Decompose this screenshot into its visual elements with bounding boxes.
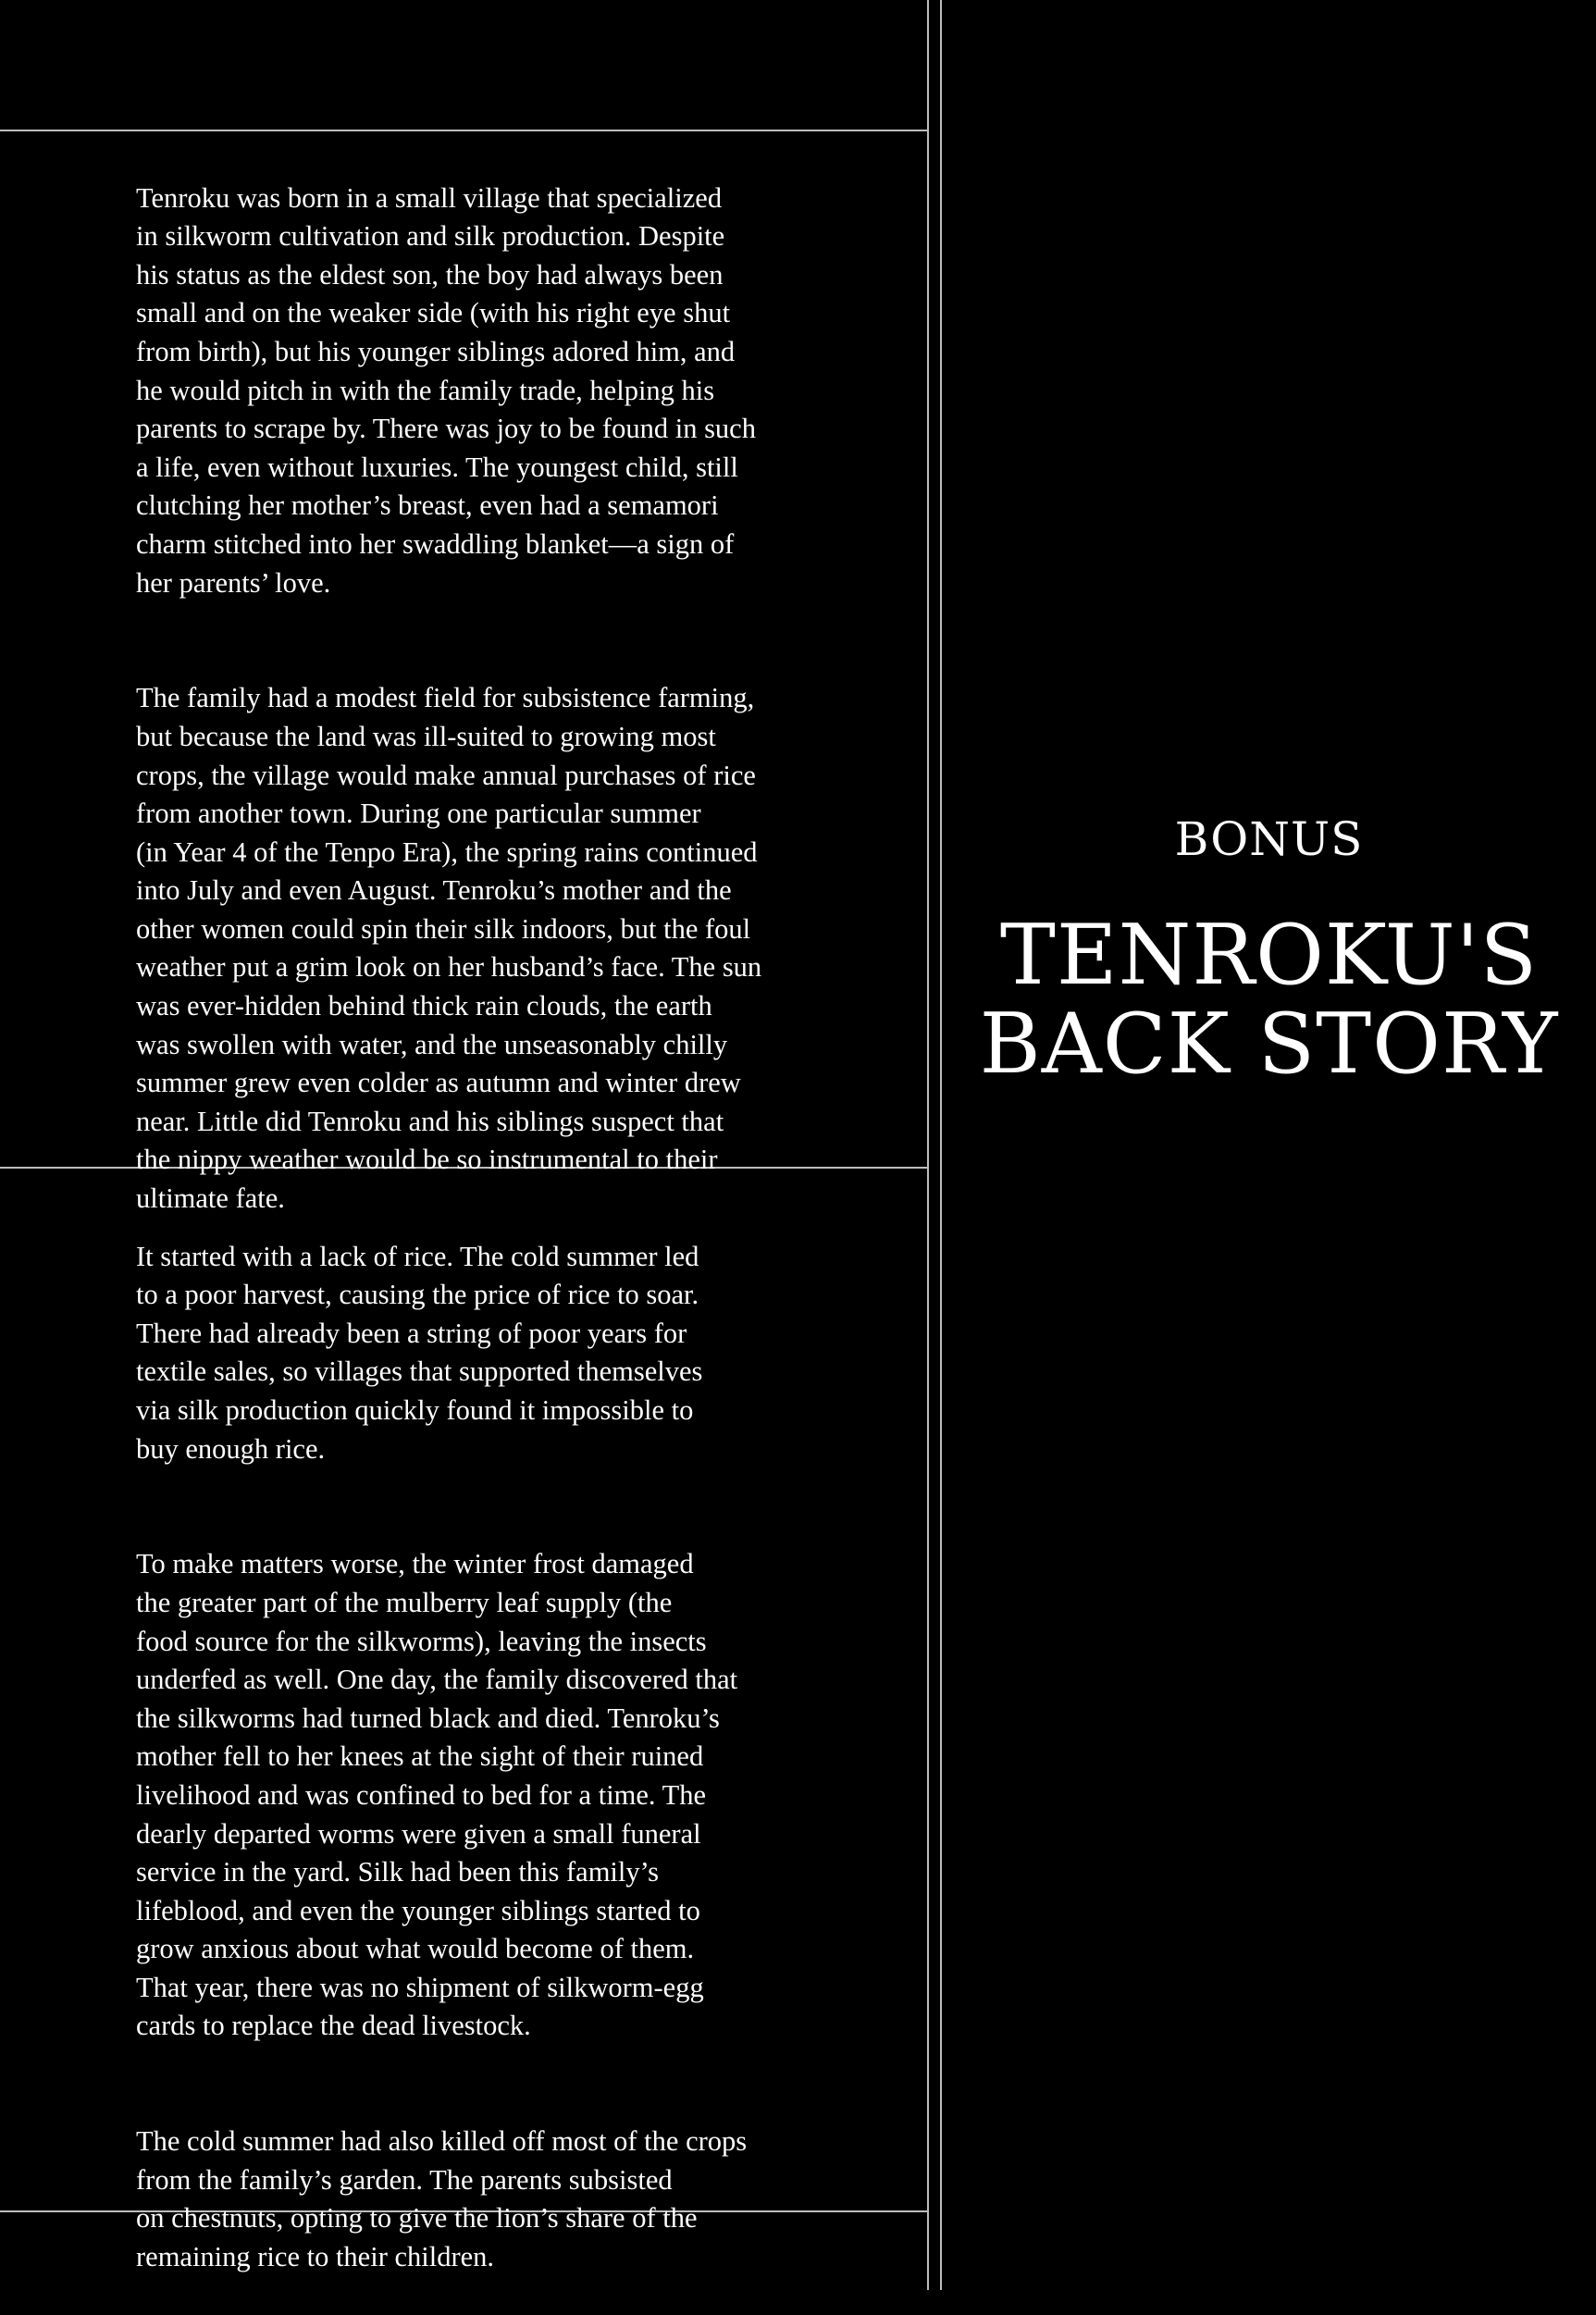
column-divider-right: [940, 0, 942, 2290]
paragraph: To make matters worse, the winter frost damaged the greater part of the mulberry leaf supply (the food source for the silkworms), leaving the insects underfed as well. One day, the family discovered that the silkworms had turned black and died. Tenroku’s mother fell to her knees at the sight of their ruined livelihood and was confined to bed for a time. The dearly departed worms were given a small funeral service in the yard. Silk had been this family’s lifeblood, and even the younger siblings started to grow anxious about what would become of them. That year, there was no shipment of silkworm-egg cards to replace the dead livestock.: [136, 1548, 738, 2042]
page-title-line-1: TENROKU'S: [999, 907, 1539, 1004]
title-area: [942, 812, 1596, 1093]
page-title-line-2: BACK STORY: [979, 996, 1559, 1093]
top-rule: [0, 130, 929, 131]
text-block-lower: [136, 1199, 913, 2315]
bonus-label: BONUS: [1174, 812, 1364, 866]
paragraph: It started with a lack of rice. The cold summer led to a poor harvest, causing the price of rice to soar. There had already been a string of poor years for textile sales, so villages that supported themselves via silk production quickly found it impossible to buy enough rice.: [136, 1240, 703, 1465]
paragraph: Tenroku was born in a small village that specialized in silkworm cultivation and silk production. Despite his status as the eldest son, the boy had always been small and on the weaker side (with his right eye shut from birth), but his younger siblings adored him, and he would pitch in with the family trade, helping his parents to scrape by. There was joy to be found in such a life, even without luxuries. The youngest child, still clutching her mother’s breast, even had a semamori charm stitched into her swaddling blanket—a sign of her parents’ love.: [136, 181, 756, 599]
paragraph: The cold summer had also killed off most of the crops from the family’s garden. The parents subsisted on chestnuts, opting to give the lion’s share of the remaining rice to their children.: [136, 2125, 748, 2273]
paragraph: The family had a modest field for subsistence farming, but because the land was ill-suited to growing most crops, the village would make annual purchases of rice from another town. During one particular summer (in Year 4 of the Tenpo Era), the spring rains continued into July and even August. Tenroku’s mother and the other women could spin their silk indoors, but the foul weather put a grim look on her husband’s face. The sun was ever-hidden behind thick rain clouds, the earth was swollen with water, and the unseasonably chilly summer grew even colder as autumn and winter drew near. Little did Tenroku and his siblings suspect that the nippy weather would be so instrumental to their ultimate fate.: [136, 682, 762, 1215]
column-divider-left: [927, 0, 929, 2290]
text-block-upper: [136, 141, 913, 1257]
page-title: [942, 907, 1596, 1093]
